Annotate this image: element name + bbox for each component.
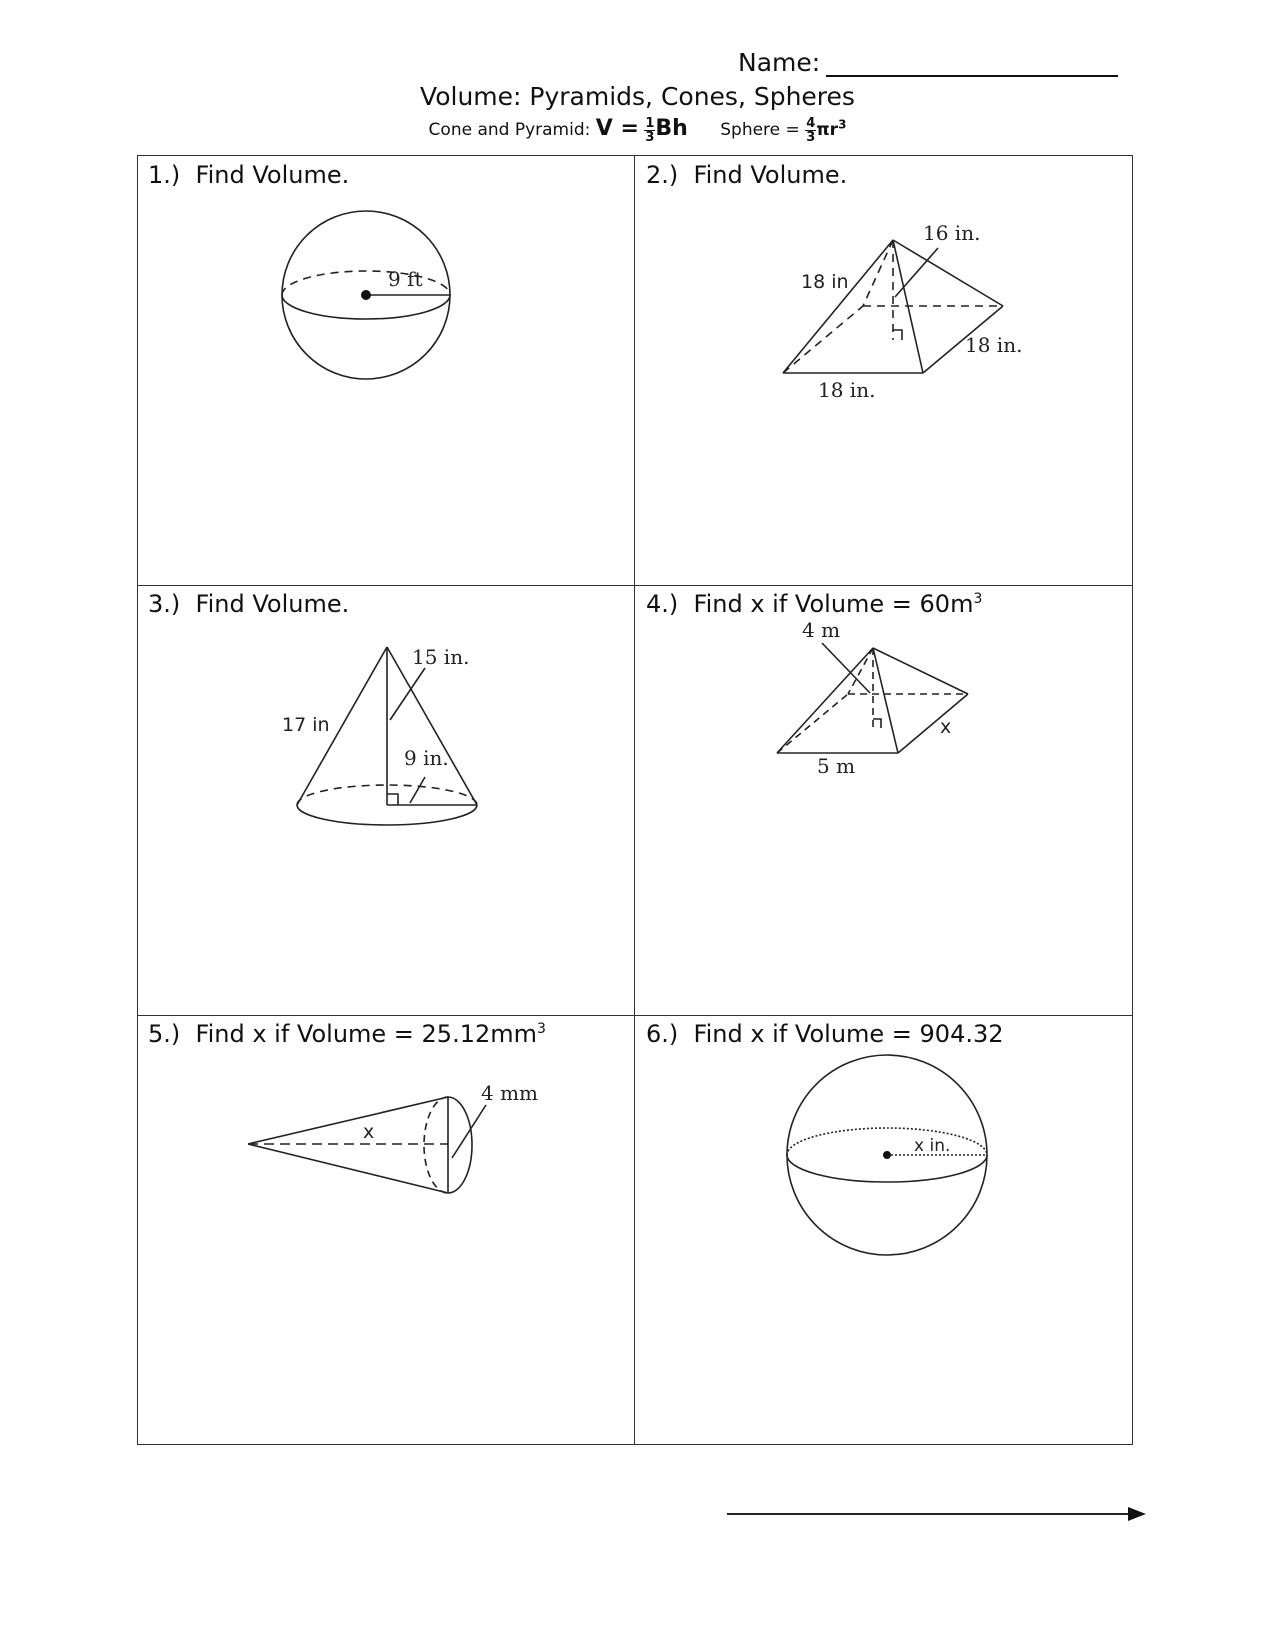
problem-4-exponent: 3 xyxy=(973,591,983,607)
sphere-fraction-num: 4 xyxy=(806,115,816,131)
problem-6-radius-label: x in. xyxy=(914,1136,951,1156)
sphere-fraction-den: 3 xyxy=(806,129,816,145)
name-label: Name: xyxy=(738,48,821,77)
problem-3-height-label: 15 in. xyxy=(412,645,470,669)
problem-3-radius-label: 9 in. xyxy=(404,746,449,770)
cone-formula-tail: Bh xyxy=(655,116,688,141)
problem-2-slant-label: 18 in xyxy=(801,271,849,293)
problem-6-text: Find x if Volume = 904.32 xyxy=(693,1020,1004,1048)
problem-3-number: 3.) xyxy=(148,590,181,618)
sphere-formula-tail: πr xyxy=(816,120,839,140)
problem-5-radius-label: 4 mm xyxy=(481,1081,539,1105)
problem-5-cone xyxy=(248,1097,486,1193)
problem-3-text: Find Volume. xyxy=(195,590,350,618)
problem-6-number: 6.) xyxy=(646,1020,679,1048)
problem-5-height-label: x xyxy=(363,1121,375,1143)
problem-4-base-label: 5 m xyxy=(817,754,856,778)
problem-4-side-label: x xyxy=(940,716,952,738)
problem-1-text: Find Volume. xyxy=(195,161,350,189)
problem-1-center-dot xyxy=(361,290,371,300)
problem-2-base-label: 18 in. xyxy=(818,378,876,402)
sphere-label: Sphere = xyxy=(720,120,800,140)
problem-2-height-label: 16 in. xyxy=(923,221,981,245)
problem-4-number: 4.) xyxy=(646,590,679,618)
cone-pyramid-label: Cone and Pyramid: xyxy=(428,120,591,140)
cone-formula-v: V = xyxy=(595,116,639,141)
problem-5-text: Find x if Volume = 25.12mm xyxy=(195,1020,538,1048)
problem-4-height-label: 4 m xyxy=(802,618,841,642)
problem-5-number: 5.) xyxy=(148,1020,181,1048)
next-page-arrow-icon xyxy=(727,1507,1146,1521)
problem-1-number: 1.) xyxy=(148,161,181,189)
problem-1-radius-label: 9 ft xyxy=(388,267,423,291)
problem-2-number: 2.) xyxy=(646,161,679,189)
sphere-exponent: 3 xyxy=(838,117,847,132)
cone-fraction-num: 1 xyxy=(645,115,655,131)
problem-3-cone xyxy=(297,647,477,825)
problem-2-side-label: 18 in. xyxy=(965,333,1023,357)
problem-6-center-dot xyxy=(883,1151,891,1159)
cone-fraction-den: 3 xyxy=(645,129,655,145)
problem-5-exponent: 3 xyxy=(537,1021,546,1037)
problem-2-text: Find Volume. xyxy=(693,161,848,189)
problem-3-slant-label: 17 in xyxy=(282,714,330,736)
worksheet-title: Volume: Pyramids, Cones, Spheres xyxy=(420,82,855,111)
problem-4-text: Find x if Volume = 60m xyxy=(693,590,974,618)
